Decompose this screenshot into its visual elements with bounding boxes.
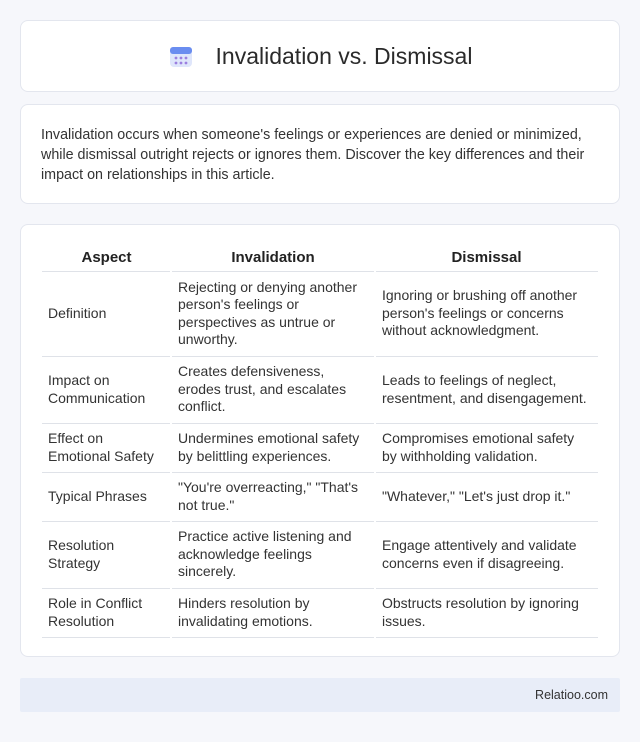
intro-card [20, 104, 620, 204]
row-aspect: Resolution Strategy [42, 521, 171, 588]
header-invalidation: Invalidation [171, 245, 375, 271]
row-dismissal: Compromises emotional safety by withholding validation. [375, 423, 598, 472]
header-aspect: Aspect [42, 245, 171, 271]
table-row [42, 521, 598, 588]
table-row [42, 588, 598, 637]
row-aspect: Impact on Communication [42, 356, 171, 423]
row-invalidation: Hinders resolution by invalidating emotions. [171, 588, 375, 637]
calendar-icon [168, 43, 194, 69]
row-aspect: Role in Conflict Resolution [42, 588, 171, 637]
row-invalidation: Practice active listening and acknowledge feelings sincerely. [171, 521, 375, 588]
footer [20, 678, 620, 712]
row-invalidation: "You're overreacting," "That's not true." [171, 472, 375, 521]
header-dismissal: Dismissal [375, 245, 598, 271]
comparison-table [42, 245, 598, 638]
row-invalidation: Rejecting or denying another person's feelings or perspectives as untrue or unworthy. [171, 271, 375, 356]
row-dismissal: Engage attentively and validate concerns even if disagreeing. [375, 521, 598, 588]
table-row [42, 356, 598, 423]
page-title: Invalidation vs. Dismissal [215, 42, 473, 69]
row-dismissal: Obstructs resolution by ignoring issues. [375, 588, 598, 637]
row-aspect: Effect on Emotional Safety [42, 423, 171, 472]
title-card [20, 20, 620, 92]
row-aspect: Typical Phrases [42, 472, 171, 521]
row-dismissal: Ignoring or brushing off another person's feelings or concerns without acknowledgment. [375, 271, 598, 356]
row-aspect: Definition [42, 271, 171, 356]
table-header-row [42, 245, 598, 271]
table-row [42, 423, 598, 472]
comparison-table-card [20, 224, 620, 657]
row-dismissal: "Whatever," "Let's just drop it." [375, 472, 598, 521]
row-invalidation: Creates defensiveness, erodes trust, and escalates conflict. [171, 356, 375, 423]
table-row [42, 271, 598, 356]
row-invalidation: Undermines emotional safety by belittling experiences. [171, 423, 375, 472]
intro-text: Invalidation occurs when someone's feelings or experiences are denied or minimized, while dismissal outright rejects or ignores them. Discover the key differences and their impact on relationships in this article. [41, 127, 585, 183]
footer-brand: Relatioo.com [535, 688, 608, 702]
row-dismissal: Leads to feelings of neglect, resentment, and disengagement. [375, 356, 598, 423]
table-row [42, 472, 598, 521]
